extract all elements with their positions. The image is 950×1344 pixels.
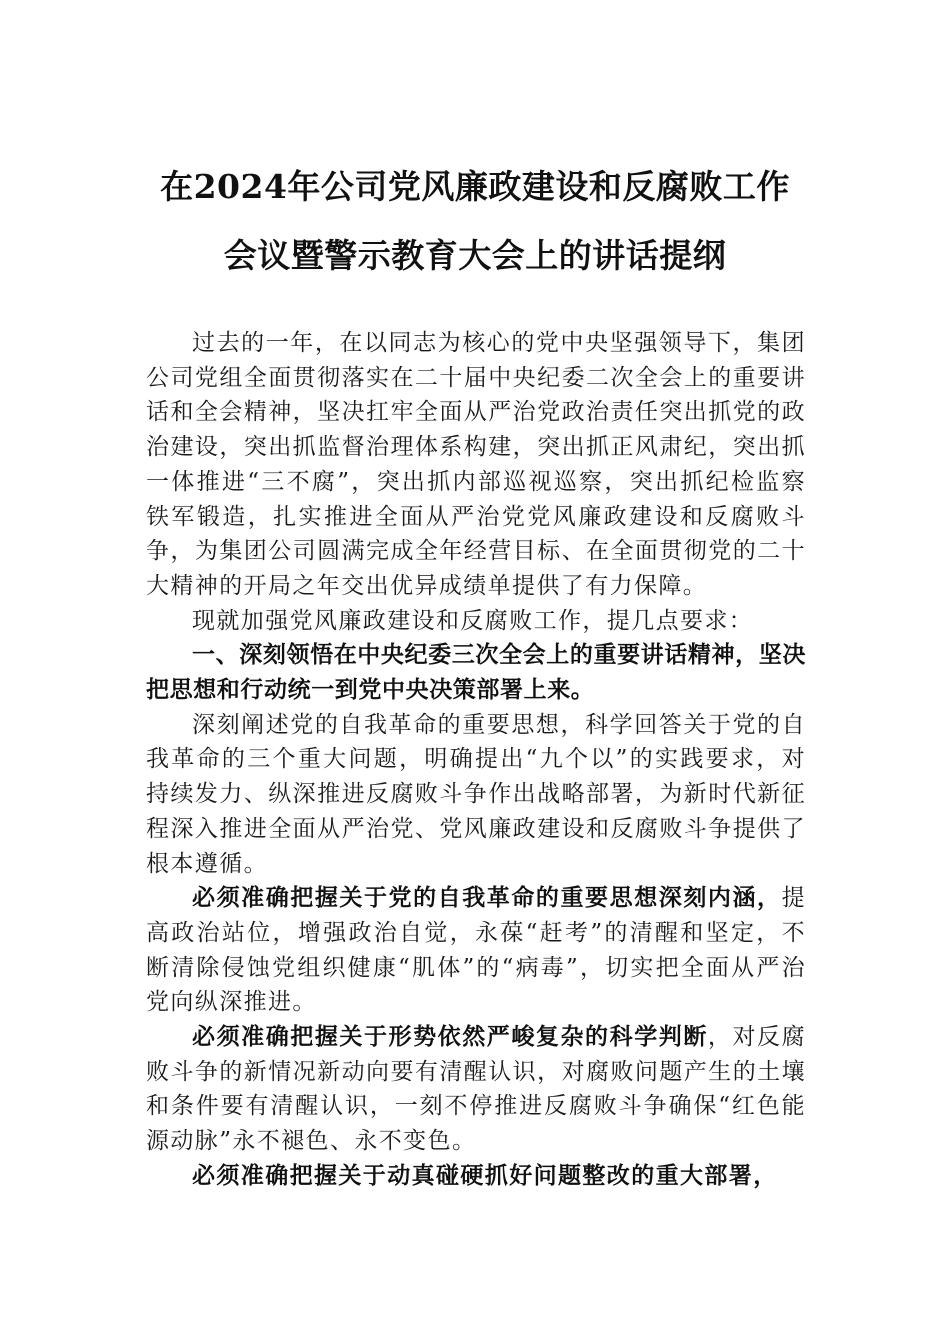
paragraph-body-text: ，对反腐败斗争的新情况新动向要有清醒认识，对腐败问题产生的土壤和条件要有清醒认识，一刻不停推进反腐败斗争确保“红色能源动脉”永不褪色、永不变色。	[146, 1024, 806, 1155]
paragraph-grasp-connotation	[146, 881, 806, 1020]
paragraph-lead-text: 必须准确把握关于动真碰硬抓好问题整改的重大部署，	[192, 1162, 778, 1189]
document-title	[90, 152, 860, 290]
paragraph-lead-text: 必须准确把握关于党的自我革命的重要思想深刻内涵，	[192, 885, 782, 912]
paragraph-lead-text: 必须准确把握关于形势依然严峻复杂的科学判断	[192, 1024, 708, 1051]
section-heading-1: 一、深刻领悟在中央纪委三次全会上的重要讲话精神，坚决把思想和行动统一到党中央决策部署上来。	[146, 642, 806, 704]
paragraph-grasp-rectification	[146, 1159, 806, 1194]
paragraph-grasp-situation	[146, 1020, 806, 1159]
document-body	[146, 326, 806, 1194]
paragraph-requirements-intro: 现就加强党风廉政建设和反腐败工作，提几点要求：	[192, 607, 754, 634]
title-line-1: 在2024年公司党风廉政建设和反腐败工作	[160, 167, 790, 206]
paragraph-review: 过去的一年，在以同志为核心的党中央坚强领导下，集团公司党组全面贯彻落实在二十届中央纪委二次全会上的重要讲话和全会精神，坚决扛牢全面从严治党政治责任突出抓党的政治建设，突出抓监督治理体系构建，突出抓正风肃纪，突出抓一体推进“三不腐”，突出抓内部巡视巡察，突出抓纪检监察铁军锻造，扎实推进全面从严治党党风廉政建设和反腐败斗争，为集团公司圆满完成全年经营目标、在全面贯彻党的二十大精神的开局之年交出优异成绩单提供了有力保障。	[146, 330, 806, 599]
paragraph-self-revolution: 深刻阐述党的自我革命的重要思想，科学回答关于党的自我革命的三个重大问题，明确提出“九个以”的实践要求，对持续发力、纵深推进反腐败斗争作出战略部署，为新时代新征程深入推进全面从严治党、党风廉政建设和反腐败斗争提供了根本遵循。	[146, 711, 806, 877]
paragraph-body-text: 提高政治站位，增强政治自觉，永葆“赶考”的清醒和坚定，不断清除侵蚀党组织健康“肌体”的“病毒”，切实把全面从严治党向纵深推进。	[146, 885, 806, 1016]
title-line-2: 会议暨警示教育大会上的讲话提纲	[223, 236, 727, 275]
